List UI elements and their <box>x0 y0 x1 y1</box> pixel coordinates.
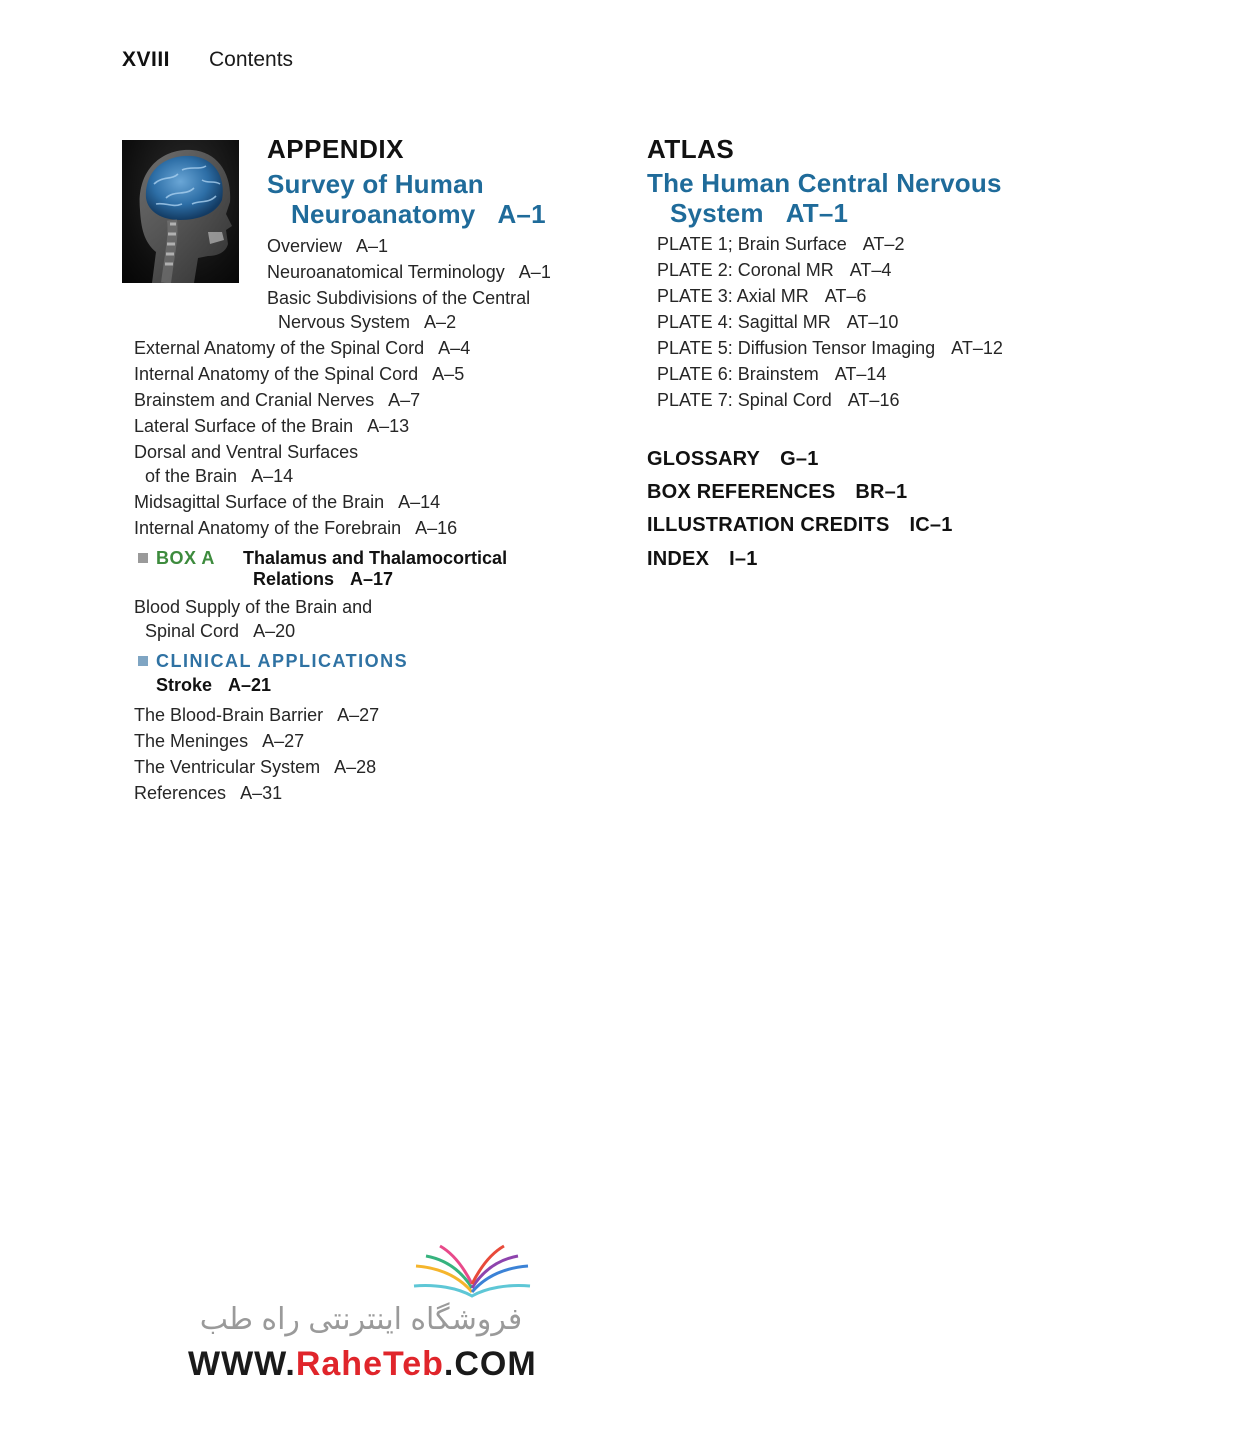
box-references-entry[interactable]: BOX REFERENCES BR–1 <box>647 481 908 503</box>
box-title-line2[interactable]: Relations A–17 <box>253 569 394 589</box>
plate-entry[interactable]: PLATE 1; Brain Surface AT–2 <box>657 234 905 254</box>
plate-entry[interactable]: PLATE 7: Spinal Cord AT–16 <box>657 390 900 410</box>
toc-entry[interactable]: Midsagittal Surface of the Brain A–14 <box>134 492 441 512</box>
box-label: BOX A <box>156 548 215 568</box>
atlas-title-line2: System AT–1 <box>670 198 849 228</box>
page-number: XVIII <box>122 48 171 71</box>
atlas-label: ATLAS <box>647 134 735 164</box>
toc-entry[interactable]: References A–31 <box>134 783 283 803</box>
appendix-title-line1: Survey of Human <box>267 169 484 199</box>
toc-entry-continuation[interactable]: Nervous System A–2 <box>278 312 457 332</box>
toc-entry[interactable]: Internal Anatomy of the Spinal Cord A–5 <box>134 364 465 384</box>
toc-entry[interactable]: The Blood-Brain Barrier A–27 <box>134 705 380 725</box>
toc-entry[interactable]: Basic Subdivisions of the Central <box>267 288 531 308</box>
plate-entry[interactable]: PLATE 5: Diffusion Tensor Imaging AT–12 <box>657 338 1003 358</box>
appendix-label: APPENDIX <box>267 134 404 164</box>
clinical-applications-heading: CLINICAL APPLICATIONS <box>138 651 408 672</box>
square-bullet-icon <box>138 656 148 666</box>
box-title-line1[interactable]: Thalamus and Thalamocortical <box>243 548 508 568</box>
toc-entry[interactable]: Neuroanatomical Terminology A–1 <box>267 262 551 282</box>
toc-entry[interactable]: The Ventricular System A–28 <box>134 757 377 777</box>
toc-entry-continuation[interactable]: of the Brain A–14 <box>145 466 294 486</box>
toc-entry[interactable]: Brainstem and Cranial Nerves A–7 <box>134 390 421 410</box>
toc-entry[interactable]: Overview A–1 <box>267 236 389 256</box>
running-head: Contents <box>209 48 294 71</box>
toc-entry-continuation[interactable]: Spinal Cord A–20 <box>145 621 296 641</box>
illustration-credits-entry[interactable]: ILLUSTRATION CREDITS IC–1 <box>647 514 953 536</box>
glossary-entry[interactable]: GLOSSARY G–1 <box>647 448 819 470</box>
toc-entry[interactable]: Lateral Surface of the Brain A–13 <box>134 416 410 436</box>
clinical-entry[interactable]: Stroke A–21 <box>156 675 272 695</box>
plate-entry[interactable]: PLATE 2: Coronal MR AT–4 <box>657 260 892 280</box>
brain-illustration <box>122 140 239 283</box>
toc-entry[interactable]: Dorsal and Ventral Surfaces <box>134 442 359 462</box>
atlas-title-line1: The Human Central Nervous <box>647 168 1002 198</box>
toc-entry[interactable]: The Meninges A–27 <box>134 731 305 751</box>
appendix-title-line2: Neuroanatomy A–1 <box>291 199 546 229</box>
square-bullet-icon <box>138 553 148 563</box>
box-entry[interactable] <box>138 548 215 569</box>
toc-entry[interactable]: Internal Anatomy of the Forebrain A–16 <box>134 518 458 538</box>
index-entry[interactable]: INDEX I–1 <box>647 548 758 570</box>
toc-entry[interactable]: Blood Supply of the Brain and <box>134 597 373 617</box>
open-book-logo-icon <box>412 1242 532 1303</box>
plate-entry[interactable]: PLATE 3: Axial MR AT–6 <box>657 286 867 306</box>
plate-entry[interactable]: PLATE 6: Brainstem AT–14 <box>657 364 887 384</box>
watermark-persian-text: فروشگاه اینترنتی راه طب <box>199 1303 523 1336</box>
watermark-url[interactable]: WWW.RaheTeb.COM <box>188 1345 537 1383</box>
plate-entry[interactable]: PLATE 4: Sagittal MR AT–10 <box>657 312 899 332</box>
toc-entry[interactable]: External Anatomy of the Spinal Cord A–4 <box>134 338 471 358</box>
